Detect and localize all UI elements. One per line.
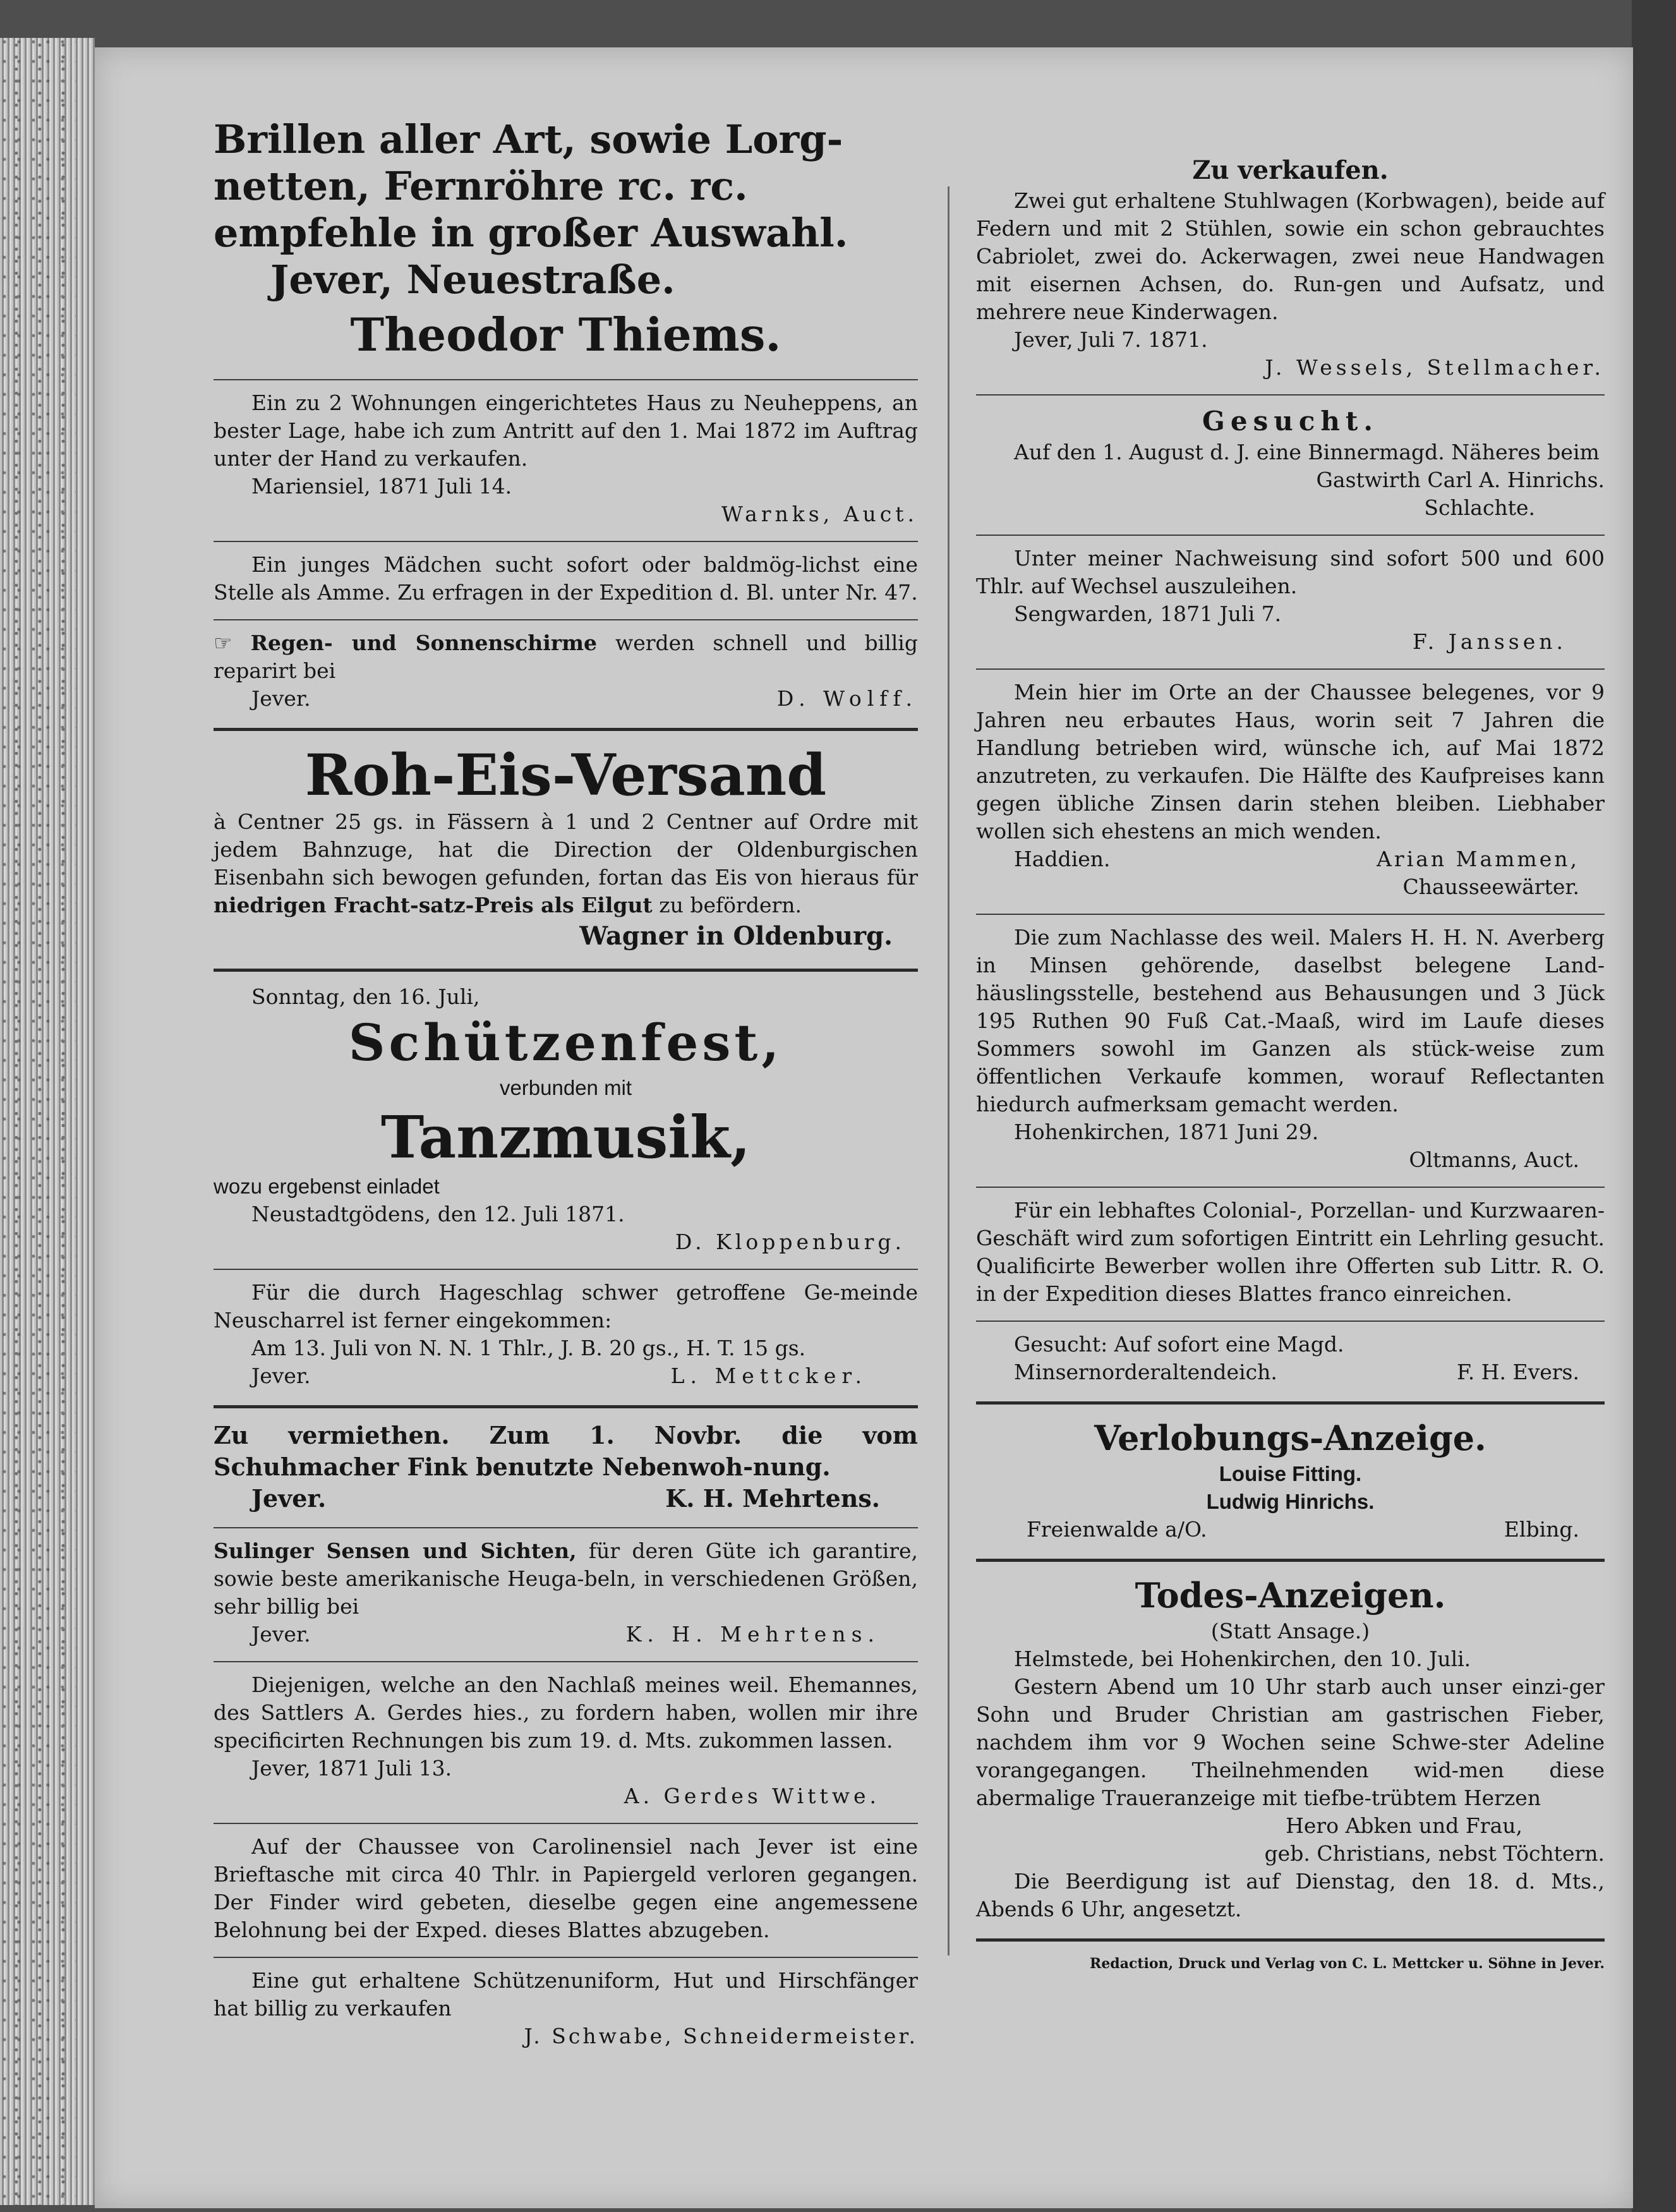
ad-haus-text: Ein zu 2 Wohnungen eingerichtetes Haus zu Neuheppens, an bester Lage, habe ich zum Antritt auf den 1. Mai 1872 im Auftrag unter der Hand zu verkaufen.	[214, 390, 918, 471]
ad-roh-eis	[214, 740, 918, 960]
ad-magd-text: Gesucht: Auf sofort eine Magd.	[1014, 1332, 1344, 1357]
ad-uniform	[214, 1964, 918, 2057]
divider	[214, 1957, 918, 1958]
ad-sensen-text: für deren Güte ich garantire, sowie beste amerikanische Heuga-beln, in verschiedenen Größen, sehr billig bei	[214, 1538, 918, 1619]
ad-zu-verkaufen-date: Jever, Juli 7. 1871.	[1014, 327, 1208, 352]
ad-wechsel-signature: F. Janssen.	[1412, 629, 1567, 654]
ad-todesanzeige-signature2: geb. Christians, nebst Töchtern.	[1264, 1841, 1605, 1866]
ad-vermiethen	[214, 1417, 918, 1521]
ad-gesucht-magd	[976, 402, 1605, 528]
ad-schirme-text: werden schnell und billig reparirt bei	[214, 631, 918, 683]
ad-todesanzeige	[976, 1571, 1605, 1930]
ad-vermiethen-signature: K. H. Mehrtens.	[665, 1484, 880, 1513]
ad-hageschlag	[214, 1276, 918, 1396]
ad-gesucht-head: Gesucht.	[1202, 406, 1378, 437]
ad-lehrling-text: Für ein lebhaftes Colonial-, Porzellan- und Kurzwaaren-Geschäft wird zum sofortigen Eintritt ein Lehrling gesucht. Qualificirte Bewerber wollen ihre Offerten sub Littr. R. O. in der Expedition dieses Blattes franco einreichen.	[976, 1198, 1605, 1306]
ad-sensen	[214, 1535, 918, 1655]
divider	[214, 1823, 918, 1824]
ad-gesucht-text: Auf den 1. August d. J. eine Binnermagd. Näheres beim	[1014, 440, 1600, 464]
ad-gesucht-signature-place: Schlachte.	[1424, 495, 1535, 520]
imprint-footer: Redaction, Druck und Verlag von C. L. Mettcker u. Söhne in Jever.	[1090, 1955, 1605, 1972]
ad-haus-haddien	[976, 676, 1605, 907]
ad-brillen-place: Jever, Neuestraße.	[270, 257, 675, 303]
ad-vermiethen-place: Jever.	[251, 1484, 327, 1513]
ad-nachlass	[214, 1669, 918, 1816]
ad-tanzmusik-head: Tanzmusik,	[380, 1103, 751, 1171]
ad-sensen-place: Jever.	[251, 1622, 311, 1647]
ad-magd-signature: F. H. Evers.	[1457, 1360, 1579, 1384]
ad-roh-eis-text: à Centner 25 gs. in Fässern à 1 und 2 Centner auf Ordre mit jedem Bahnzuge, hat die Direction der Oldenburgischen Eisenbahn sich bewogen gefunden, fortan das Eis von hieraus für	[214, 809, 918, 890]
ad-schuetzenfest-mid: verbunden mit	[499, 1076, 632, 1099]
ad-zu-verkaufen-head: Zu verkaufen.	[1192, 155, 1389, 185]
ad-nachlass-date: Jever, 1871 Juli 13.	[251, 1756, 452, 1780]
ad-hageschlag-signature: L. Mettcker.	[670, 1363, 867, 1388]
ad-brillen	[214, 114, 918, 373]
column-divider	[948, 186, 950, 1955]
ad-haus-haddien-place: Haddien.	[1014, 847, 1111, 871]
ad-nachlass-text: Diejenigen, welche an den Nachlaß meines weil. Ehemannes, des Sattlers A. Gerdes hies., zu fordern haben, wollen mir ihre specificirten Rechnungen bis zum 19. d. Mts. zukommen lassen.	[214, 1672, 918, 1753]
divider	[214, 379, 918, 380]
ad-schuetzenfest-text: wozu ergebenst einladet	[214, 1175, 440, 1198]
divider	[976, 394, 1605, 396]
ad-schirme-place: Jever.	[251, 686, 311, 711]
ad-roh-eis-tail: zu befördern.	[659, 893, 802, 917]
divider	[976, 1187, 1605, 1188]
ad-todesanzeige-text: Gestern Abend um 10 Uhr starb auch unser einzi-ger Sohn und Bruder Christian am gastrischen Fieber, nachdem ihm vor 9 Wochen seine Schwe-ster Adeline vorangegangen. Theilnehmenden wid-men diese abermalige Traueranzeige mit tiefbe-trübtem Herzen	[976, 1674, 1605, 1810]
ad-haus	[214, 387, 918, 535]
ad-vermiethen-text: Zum 1. Novbr. die vom Schuhmacher Fink benutzte Nebenwoh-nung.	[214, 1421, 918, 1481]
right-column	[976, 152, 1605, 1986]
ad-verlobung	[976, 1413, 1605, 1550]
ad-wechsel-text: Unter meiner Nachweisung sind sofort 500 und 600 Thlr. auf Wechsel auszuleihen.	[976, 546, 1605, 598]
ad-haus-haddien-title: Chausseewärter.	[1402, 874, 1579, 899]
ad-sensen-head: Sulinger Sensen und Sichten,	[214, 1538, 577, 1563]
ad-amme	[214, 548, 918, 613]
divider	[976, 1559, 1605, 1562]
ad-verlobung-place1: Freienwalde a/O.	[1027, 1517, 1207, 1542]
ad-uniform-text: Eine gut erhaltene Schützenuniform, Hut und Hirschfänger hat billig zu verkaufen	[214, 1968, 918, 2021]
divider	[976, 1321, 1605, 1322]
ad-magd-place: Minsernorderaltendeich.	[1014, 1360, 1277, 1384]
ad-brillen-name: Theodor Thiems.	[350, 308, 781, 361]
ad-todesanzeige-place: Helmstede, bei Hohenkirchen, den 10. Juli.	[1014, 1647, 1471, 1671]
ad-lehrling	[976, 1194, 1605, 1314]
ad-todesanzeige-sub: (Statt Ansage.)	[1210, 1619, 1370, 1643]
divider	[214, 541, 918, 542]
ad-magd	[976, 1328, 1605, 1393]
ad-averberg-signature: Oltmanns, Auct.	[1409, 1147, 1579, 1172]
ad-roh-eis-signature: Wagner in Oldenburg.	[579, 921, 893, 951]
ad-schirme-head: Regen- und Sonnenschirme	[250, 631, 598, 655]
divider	[214, 619, 918, 620]
ad-averberg-text: Die zum Nachlasse des weil. Malers H. H. N. Averberg in Minsen gehörende, daselbst belegene Land-häuslingsstelle, bestehend aus Behausungen und 3 Jück 195 Ruthen 90 Fuß Cat.-Maaß, wird im Laufe dieses Sommers sowohl im Ganzen als stück-weise zum öffentlichen Verkaufe kommen, worauf Reflectanten hiedurch aufmerksam gemacht werden.	[976, 925, 1605, 1116]
ad-haus-date: Mariensiel, 1871 Juli 14.	[251, 474, 512, 499]
ad-vermiethen-head: Zu vermiethen.	[214, 1421, 450, 1449]
ad-verlobung-head: Verlobungs-Anzeige.	[1094, 1418, 1486, 1458]
ad-brieftasche-text: Auf der Chaussee von Carolinensiel nach Jever ist eine Brieftasche mit circa 40 Thlr. in Papiergeld verloren gegangen. Der Finder wird gebeten, dieselbe gegen eine angemessene Belohnung bei der Exped. dieses Blattes abzugeben.	[214, 1834, 918, 1942]
divider	[214, 1661, 918, 1662]
ad-verlobung-name2: Ludwig Hinrichs.	[1206, 1490, 1375, 1513]
ad-averberg-date: Hohenkirchen, 1871 Juni 29.	[1014, 1120, 1319, 1144]
divider	[214, 969, 918, 972]
ad-haus-haddien-signature: Arian Mammen,	[1377, 847, 1579, 871]
divider	[976, 1938, 1605, 1942]
divider	[214, 1269, 918, 1270]
ad-haus-haddien-text: Mein hier im Orte an der Chaussee belegenes, vor 9 Jahren neu erbautes Haus, worin seit 7 Jahren die Handlung betrieben wird, wünsche ich, auf Mai 1872 anzutreten, zu verkaufen. Die Hälfte des Kaufpreises kann gegen übliche Zinsen darin stehen bleiben. Liebhaber wollen sich ehestens an mich wenden.	[976, 680, 1605, 843]
ad-todesanzeige-signature1: Hero Abken und Frau,	[1286, 1813, 1522, 1838]
ad-amme-text: Ein junges Mädchen sucht sofort oder baldmög-lichst eine Stelle als Amme. Zu erfragen in der Expedition d. Bl. unter Nr. 47.	[214, 552, 918, 605]
divider	[976, 1401, 1605, 1405]
left-column	[214, 114, 918, 2057]
binding-shadow	[1632, 0, 1676, 2212]
ad-hageschlag-text: Für die durch Hageschlag schwer getroffene Ge-meinde Neuscharrel ist ferner eingekommen:	[214, 1280, 918, 1333]
ad-schuetzenfest	[214, 981, 918, 1262]
ad-haus-signature: Warnks, Auct.	[721, 502, 918, 526]
ad-uniform-signature: J. Schwabe, Schneidermeister.	[524, 2024, 918, 2048]
ad-verlobung-place2: Elbing.	[1504, 1517, 1579, 1542]
ad-todesanzeige-beerdigung: Die Beerdigung ist auf Dienstag, den 18. d. Mts., Abends 6 Uhr, angesetzt.	[976, 1869, 1605, 1921]
ad-zu-verkaufen	[976, 152, 1605, 388]
ad-zu-verkaufen-text: Zwei gut erhaltene Stuhlwagen (Korbwagen), beide auf Federn und mit 2 Stühlen, sowie ein schon gebrauchtes Cabriolet, zwei do. Ackerwagen, zwei neue Handwagen mit eisernen Achsen, do. Run-gen und Aufsatz, und mehrere neue Kinderwagen.	[976, 188, 1605, 324]
ad-zu-verkaufen-signature: J. Wessels, Stellmacher.	[1265, 355, 1605, 380]
pointing-hand-icon: ☞	[214, 631, 232, 655]
ad-averberg	[976, 921, 1605, 1180]
ad-hageschlag-list: Am 13. Juli von N. N. 1 Thlr., J. B. 20 gs., H. T. 15 gs.	[251, 1336, 806, 1360]
ad-todesanzeige-head: Todes-Anzeigen.	[1135, 1575, 1446, 1616]
divider	[214, 1405, 918, 1408]
ad-hageschlag-place: Jever.	[251, 1363, 311, 1388]
ad-schuetzenfest-date: Sonntag, den 16. Juli,	[251, 984, 480, 1009]
ad-sensen-signature: K. H. Mehrtens.	[625, 1622, 880, 1647]
ad-wechsel-date: Sengwarden, 1871 Juli 7.	[1014, 601, 1282, 626]
ad-nachlass-signature: A. Gerdes Wittwe.	[624, 1784, 880, 1808]
ad-gesucht-signature: Gastwirth Carl A. Hinrichs.	[1316, 468, 1605, 492]
divider	[214, 1527, 918, 1528]
ad-schuetzenfest-head: Schützenfest,	[348, 1013, 783, 1072]
divider	[976, 914, 1605, 915]
ad-schirme	[214, 627, 918, 719]
divider	[976, 668, 1605, 670]
ad-roh-eis-head: Roh-Eis-Versand	[304, 742, 827, 809]
divider	[976, 535, 1605, 536]
divider	[214, 728, 918, 731]
ad-brillen-text: Brillen aller Art, sowie Lorg-netten, Fernröhre rc. rc. empfehle in großer Auswahl.	[214, 116, 848, 256]
ad-brieftasche	[214, 1830, 918, 1950]
ad-verlobung-name1: Louise Fitting.	[1219, 1462, 1362, 1485]
ad-schirme-signature: D. Wolff.	[776, 686, 918, 711]
page-edge-specks	[0, 38, 76, 2205]
ad-schuetzenfest-place: Neustadtgödens, den 12. Juli 1871.	[251, 1202, 625, 1226]
ad-wechsel	[976, 542, 1605, 662]
ad-schuetzenfest-signature: D. Kloppenburg.	[675, 1230, 905, 1254]
ad-roh-eis-bold: niedrigen Fracht-satz-Preis als Eilgut	[214, 893, 653, 917]
